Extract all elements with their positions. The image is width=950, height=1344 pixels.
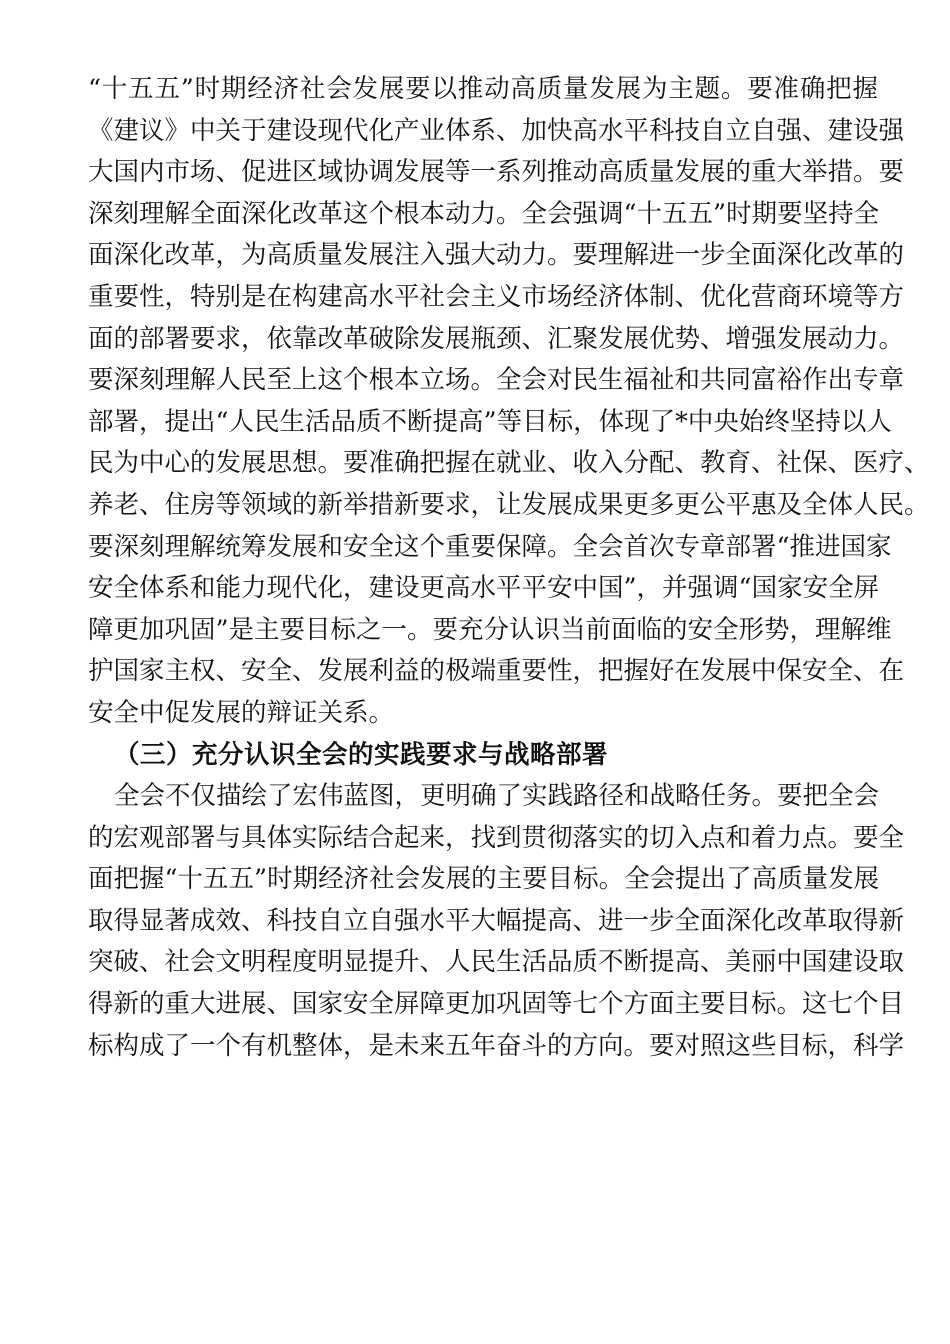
paragraph-line: 面的部署要求，依靠改革破除发展瓶颈、汇聚发展优势、增强发展动力。 (88, 323, 905, 354)
paragraph-1 (88, 69, 930, 735)
paragraph-line: 取得显著成效、科技自立自强水平大幅提高、进一步全面深化改革取得新 (88, 905, 905, 936)
paragraph-2 (88, 776, 905, 1067)
paragraph-line: 的宏观部署与具体实际结合起来，找到贯彻落实的切入点和着力点。要全 (88, 822, 905, 853)
paragraph-line: 标构成了一个有机整体，是未来五年奋斗的方向。要对照这些目标，科学 (88, 1030, 905, 1061)
paragraph-line: 要深刻理解人民至上这个根本立场。全会对民生福祉和共同富裕作出专章 (88, 365, 905, 396)
paragraph-line: 全会不仅描绘了宏伟蓝图，更明确了实践路径和战略任务。要把全会 (114, 781, 880, 812)
paragraph-line: 安全中促发展的辩证关系。 (88, 697, 395, 728)
paragraph-line: 护国家主权、安全、发展利益的极端重要性，把握好在发展中保安全、在 (88, 656, 905, 687)
paragraph-line: 民为中心的发展思想。要准确把握在就业、收入分配、教育、社保、医疗、 (88, 448, 930, 479)
paragraph-line: 面把握“十五五”时期经济社会发展的主要目标。全会提出了高质量发展 (88, 864, 880, 895)
paragraph-line: 大国内市场、促进区域协调发展等一系列推动高质量发展的重大举措。要 (88, 157, 905, 188)
paragraph-line: 深刻理解全面深化改革这个根本动力。全会强调“十五五”时期要坚持全 (88, 198, 880, 229)
paragraph-line: 重要性，特别是在构建高水平社会主义市场经济体制、优化营商环境等方 (88, 281, 905, 312)
paragraph-line: 部署，提出“人民生活品质不断提高”等目标，体现了*中央始终坚持以人 (88, 406, 892, 437)
paragraph-line: “十五五”时期经济社会发展要以推动高质量发展为主题。要准确把握 (88, 74, 878, 104)
paragraph-line: 要深刻理解统筹发展和安全这个重要保障。全会首次专章部署“推进国家 (88, 531, 892, 562)
section-heading: （三）充分认识全会的实践要求与战略部署 (114, 739, 609, 770)
paragraph-line: 安全体系和能力现代化，建设更高水平平安中国”，并强调“国家安全屏 (88, 573, 880, 604)
paragraph-line: 得新的重大进展、国家安全屏障更加巩固等七个方面主要目标。这七个目 (88, 989, 905, 1020)
document-body (88, 69, 930, 1067)
paragraph-line: 突破、社会文明程度明显提升、人民生活品质不断提高、美丽中国建设取 (88, 947, 905, 978)
paragraph-line: 养老、住房等领域的新举措新要求，让发展成果更多更公平惠及全体人民。 (88, 489, 930, 520)
paragraph-line: 障更加巩固”是主要目标之一。要充分认识当前面临的安全形势，理解维 (88, 614, 892, 645)
paragraph-line: 面深化改革，为高质量发展注入强大动力。要理解进一步全面深化改革的 (88, 240, 905, 271)
paragraph-line: 《建议》中关于建设现代化产业体系、加快高水平科技自立自强、建设强 (88, 115, 905, 146)
